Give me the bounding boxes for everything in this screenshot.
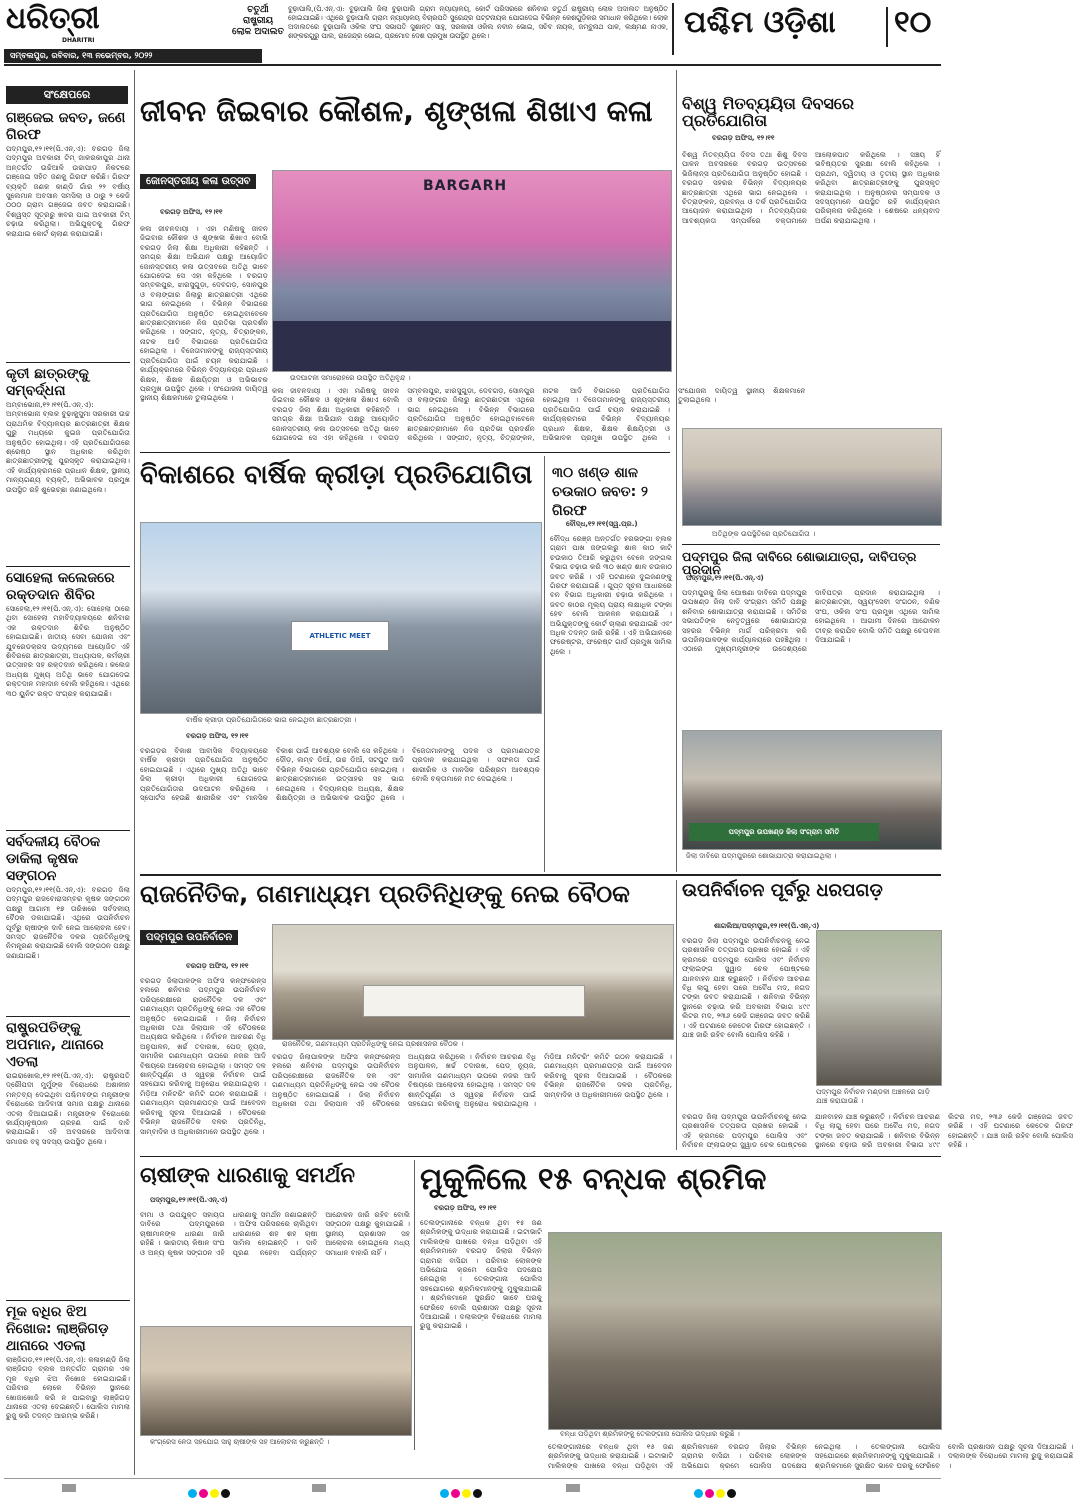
rally-photo-caption: ଜିଲା ଦାବିରେ ପଦ୍ମପୁରରେ ଶୋଭାଯାତ୍ରା କରାଯାଇଥିଲା । <box>686 852 837 860</box>
seizure-body-cont: ବରଗଡ଼ ଜିଲା ପଦ୍ମପୁର ଉପନିର୍ବାଚନକୁ ନେଇ ପ୍ରଶାସନିକ ତତ୍ପରତା ପ୍ରଖର ହୋଇଛି । ଏହି କ୍ରମରେ ପଦ୍ମପୁର ପୋଲିସ ଏବଂ ନିର୍ବାଚନ ଫ୍ଲାଇଙ୍ଗ ସ୍କ୍ୱାଡ ଚେକ ପୋଷ୍ଟରେ ଯାନବାହନ ଯାଞ୍ଚ କରୁଛନ୍ତି । ନିର୍ବାଚନ ଆଚରଣ ବିଧି ଲାଗୁ ହେବା ପରେ ଅବୈଧ ମଦ, ନଗଦ ଟଙ୍କା ଜବତ କରାଯାଇଛି । ଶନିବାର ବିଭିନ୍ନ ସ୍ଥାନରେ ଚଢ଼ାଉ କରି ଅବକାରୀ ବିଭାଗ ୪୯୯ ଲିଟର ମଦ, ୨୩୬ କେଜି ଗଞ୍ଜେଇ ଜବତ କରିଛି । ଏହି ଘଟଣାରେ କେତେକ ଗିରଫ ହୋଇଛନ୍ତି । ଯାଞ୍ଚ ଜାରି ରହିବ ବୋଲି ପୋଲିସ କହିଛି । <box>682 1112 1073 1150</box>
meeting-table <box>363 985 585 1017</box>
brief-sep-5 <box>6 1300 130 1301</box>
art-bottom-rule <box>140 452 670 453</box>
mitavyayita-dateline: ବରଗଡ଼ ଅଫିସ, ୧୨।୧୧ <box>712 134 775 142</box>
masthead <box>4 3 942 61</box>
mitavyayita-headline: ବିଶ୍ୱ ମିତବ୍ୟୟିତା ଦିବସରେ ପ୍ରତିଯୋଗିତା <box>682 94 854 130</box>
logo: ଧରିତ୍ରୀ <box>6 1 100 36</box>
workers-headline: ମୁକୁଳିଲେ ୧୫ ବନ୍ଧକ ଶ୍ରମିକ <box>420 1162 767 1197</box>
farmers-headline: ଚାଷୀଙ୍କ ଧାରଣାକୁ ସମର୍ଥନ <box>140 1163 356 1187</box>
brief-5-title: ଡାକିଲା କୃଷକ ସଙ୍ଗଠନ <box>6 851 79 884</box>
page-number: ୧୦ <box>894 5 932 40</box>
art-photo <box>272 170 672 372</box>
cmyk-dots-3 <box>694 1483 736 1502</box>
black-dot <box>727 1489 736 1498</box>
sports-photo <box>140 522 542 714</box>
yellow-dot <box>462 1489 471 1498</box>
brief-3-title: ସୋହେଲା କଲେଜରେ ରକ୍ତଦାନ ଶିବିର <box>6 570 115 603</box>
brief-4 <box>6 834 130 1031</box>
gray-block-4 <box>866 1484 880 1492</box>
brief-6-title: ରାଷ୍ଟ୍ରପତିଙ୍କୁ ଅପମାନ, ଥାନାରେ ଏତଲା <box>6 1020 104 1070</box>
sports-body: ବରଗଡ଼ର ବିକାଶ ଆବାସିକ ବିଦ୍ୟାଳୟରେ ବାର୍ଷିକ କ୍ରୀଡ଼ା ପ୍ରତିଯୋଗିତା ଅନୁଷ୍ଠିତ ହୋଇଯାଇଛି । ଏଥିରେ ମୁଖ୍ୟ ଅତିଥି ଭାବେ ଜିଲା କ୍ରୀଡ଼ା ଅଧିକାରୀ ଯୋଗଦେଇ ପ୍ରତିଯୋଗିତାର ଉଦଘାଟନ କରିଥିଲେ । ସ୍ପୋର୍ଟସ ହେଉଛି ଶାରୀରିକ ଏବଂ ମାନସିକ ବିକାଶ ପାଇଁ ଆବଶ୍ୟକ ବୋଲି ସେ କହିଥିଲେ । ଦୌଡ଼, ଲମ୍ବ ଡିଆଁ, ଉଚ୍ଚ ଡିଆଁ, ସଟପୁଟ ଆଦି ବିଭିନ୍ନ ବିଭାଗରେ ପ୍ରତିଯୋଗିତା ହୋଇଥିଲା । ଛାତ୍ରଛାତ୍ରୀମାନେ ଉତ୍ସାହର ସହ ଭାଗ ନେଇଥିଲେ । ବିଦ୍ୟାଳୟର ଅଧ୍ୟକ୍ଷ, ଶିକ୍ଷକ ଶିକ୍ଷୟିତ୍ରୀ ଓ ଅଭିଭାବକ ଉପସ୍ଥିତ ଥିଲେ । ବିଜେତାମାନଙ୍କୁ ପଦକ ଓ ପ୍ରମାଣପତ୍ର ପ୍ରଦାନ କରାଯାଇଥିଲା । ସଫଳତା ପାଇଁ ଶାରୀରିକ ଓ ମାନସିକ ପରିଶ୍ରମ ଆବଶ୍ୟକ ବୋଲି ବକ୍ତାମାନେ ମତ ଦେଇଥିଲେ । <box>140 746 540 803</box>
brief-sep-2 <box>6 566 130 567</box>
sports-photo-caption: ବାର୍ଷିକ କ୍ରୀଡ଼ା ପ୍ରତିଯୋଗିତାରେ ଭାଗ ନେଇଥିବା ଛାତ୍ରଛାତ୍ରୀ । <box>186 716 357 724</box>
meeting-dateline: ବରଗଡ଼ ଅଫିସ, ୧୨।୧୧ <box>186 962 249 970</box>
wood-dateline: ବୌଦ୍ଧ,୧୨।୧୧(ସ୍ୱ.ପ୍ର.) <box>566 520 638 528</box>
farmers-photo-caption: କଂଗ୍ରେସ ନେତା ସହଯୋଗ ସାହୁ ଚାଷୀଙ୍କ ସହ ଆଲୋଚନା କରୁଛନ୍ତି । <box>150 1438 330 1446</box>
yellow-dot <box>210 1489 219 1498</box>
lok-adalat-text: ବୁଢ଼ାପାଲି,(ପି.ଏନ୍.ଏ): ବୁଢ଼ାପାଲି ଜିଲା ବୁଢ଼ାପାଲି ଗ୍ରାମ ନ୍ୟାୟାଳୟ, କୋର୍ଟ ପରିସରରେ ଶନିବାର ଚତୁର୍ଥ ରାଷ୍ଟ୍ରୀୟ ଲୋକ ଅଦାଲତ ଅନୁଷ୍ଠିତ ହୋଇଯାଇଛି। ଏଥିରେ ବୁଢ଼ାପାଲି ଗ୍ରାମ ନ୍ୟାୟାଳୟ ବିଚାରପତି ସୁରେନ୍ଦ୍ର ପଟ୍ଟନାୟକ ଯୋଗଦେଇ ବିଭିନ୍ନ କେଶଗୁଡ଼ିକର ସମାଧାନ କରିଥିଲେ। ଲୋକ ଅଦାଲତରେ ବୁଢ଼ାପାଲି ଓକିଲ ସଂଘ ସଭାପତି ସୁଶାନ୍ତ ସାହୁ, ସରକାରୀ ଓକିଲ ନବୀନ ଭୋଇ, ସଚିବ ନାୟକ, ଜମ୍ବୁନାଥ ପାଳ, ଲକ୍ଷ୍ମଣ ନାଏକ, ଶଙ୍କରଗୁରୁ ପାଲ, ରାଜେନ୍ଦ୍ର ଭୋଇ, ପ୍ରମୋଦ ଦେଶ ପ୍ରମୁଖ ଉପସ୍ଥିତ ଥିଲେ। <box>288 5 668 40</box>
brief-2-text: ଅମ୍ବାଭୋନା,୧୨।୧୧(ପି.ଏନ୍.ଏ): ଅମ୍ବାଭୋନା ବ୍ଲକ ବୁଢ଼ାକୁସୁମା ସରକାରୀ ଉଚ୍ଚ ପ୍ରାଥମିକ ବିଦ୍ୟାଳୟର ଛାତ୍ରଛାତ୍ରୀ ଶିକ୍ଷକ ଗୁରୁ ମଧ୍ୟରେ କୁଇଜ ପ୍ରତିଯୋଗିତା ଅନୁଷ୍ଠିତ ହୋଇଥିଲା। ଏହି ପ୍ରତିଯୋଗିତାରେ ଶ୍ରେଷ୍ଠ ସ୍ଥାନ ଅଧିକାର କରିଥିବା ଛାତ୍ରଛାତ୍ରୀଙ୍କୁ ପୁରସ୍କୃତ କରାଯାଇଥିଲା। ଏହି କାର୍ଯ୍ୟକ୍ରମରେ ପ୍ରଧାନ ଶିକ୍ଷକ, ସ୍ଥାନୀୟ ମାନ୍ୟଗଣ୍ୟ ବ୍ୟକ୍ତି, ଅଭିଭାବକ ପ୍ରମୁଖ ଉପସ୍ଥିତ ରହି ଶୁଭେଚ୍ଛା ଜଣାଇଥିଲେ। <box>6 400 130 494</box>
rally-body: ପଦ୍ମପୁରକୁ ଜିଲା ଘୋଷଣା ଦାବିରେ ପଦ୍ମପୁର ଉପଖଣ୍ଡ ଜିଲା ଦାବି ସଂଗ୍ରାମ ସମିତି ପକ୍ଷରୁ ଶନିବାର ଶୋଭାଯାତ୍ରା କରାଯାଇଛି । ସମିତିର ସଭାପତିଙ୍କ ନେତୃତ୍ୱରେ ଶୋଭାଯାତ୍ରା ସହରର ବିଭିନ୍ନ ମାର୍ଗ ପରିକ୍ରମା କରି ଉପଜିଲାପାଳଙ୍କ କାର୍ଯ୍ୟାଳୟରେ ପହଞ୍ଚିଥିଲା । ଏଠାରେ ମୁଖ୍ୟମନ୍ତ୍ରୀଙ୍କ ଉଦ୍ଦେଶ୍ୟରେ ଦାବିପତ୍ର ପ୍ରଦାନ କରାଯାଇଥିଲା । ଛାତ୍ରଛାତ୍ରୀ, ସ୍ୱୟଂସେବୀ ସଂଗଠନ, ବଣିକ ସଂଘ, ଓକିଲ ସଂଘ ପ୍ରମୁଖ ଏଥିରେ ସାମିଲ ହୋଇଥିଲେ । ଆଗାମୀ ଦିନରେ ଆନ୍ଦୋଳନ ତୀବ୍ର କରାଯିବ ବୋଲି ସମିତି ପକ୍ଷରୁ ଚେତାବନୀ ଦିଆଯାଇଛି । <box>682 588 940 654</box>
brief-3-text: ସୋହେଲା,୧୨।୧୧(ପି.ଏନ୍.ଏ): ସୋହେଲା ଠାରେ ଥିବା ସୋହେଲା ମହାବିଦ୍ୟାଳୟରେ ଶନିବାର ଏକ ରକ୍ତଦାନ ଶିବିର ଅନୁଷ୍ଠିତ ହୋଇଯାଇଛି। ଜାତୀୟ ସେବା ଯୋଜନା ଏବଂ ଯୁବରେଡକ୍ରସ ଉଦ୍ୟମରେ ଆୟୋଜିତ ଏହି ଶିବିରରେ ଛାତ୍ରଛାତ୍ରୀ, ଅଧ୍ୟାପକ, କର୍ମଚାରୀ ଉତ୍ସାହର ସହ ରକ୍ତଦାନ କରିଥିଲେ। କଲେଜ ଅଧ୍ୟକ୍ଷ ମୁଖ୍ୟ ଅତିଥି ଭାବେ ଯୋଗଦେଇ ରକ୍ତଦାନ ମହାଦାନ ବୋଲି କହିଥିଲେ। ଏଥିରେ ୩୦ ୟୁନିଟ ରକ୍ତ ସଂଗ୍ରହ କରାଯାଇଛି। <box>6 604 130 698</box>
brief-7-text: ଲାଞ୍ଜିଗଡ଼,୧୨।୧୧(ପି.ଏନ୍.ଏ): କଳାହାଣ୍ଡି ଜିଲା ଲାଞ୍ଜିଗଡ଼ ବ୍ଲକ ଅନ୍ତର୍ଗତ ଗ୍ରାମର ଏକ ମୂକ ବଧିର ଝିଅ ନିଖୋଜ ହୋଇଯାଇଛି। ପରିବାର ଲୋକେ ବିଭିନ୍ନ ସ୍ଥାନରେ ଖୋଜାଖୋଜି କରି ନ ପାଇବାରୁ ଲାଞ୍ଜିଗଡ଼ ଥାନାରେ ଏତଲା ଦେଇଛନ୍ତି। ପୋଲିସ ମାମଲା ରୁଜୁ କରି ତଦନ୍ତ ଆରମ୍ଭ କରିଛି। <box>6 1355 130 1421</box>
mitavyayita-bottom-rule <box>682 544 940 545</box>
brief-6-text: ରାଇରାଖୋଲ,୧୨।୧୧(ପି.ଏନ୍.ଏ): ରାଷ୍ଟ୍ରପତି ଦ୍ରୌପଦୀ ମୁର୍ମୁଙ୍କ ବିରୋଧରେ ଅଶାଳୀନ ମନ୍ତବ୍ୟ ଦେଇଥିବା ପଶ୍ଚିମବଙ୍ଗ ମନ୍ତ୍ରୀଙ୍କ ବିରୋଧରେ ଆଦିବାସୀ ସମାଜ ପକ୍ଷରୁ ଥାନାରେ ଏତଲା ଦିଆଯାଇଛି। ମନ୍ତ୍ରୀଙ୍କ ବିରୋଧରେ କାର୍ଯ୍ୟାନୁଷ୍ଠାନ ଗ୍ରହଣ ପାଇଁ ଦାବି କରାଯାଇଛି। ଏହି ଅବସରରେ ଆଦିବାସୀ ସମାଜର ବହୁ ସଦସ୍ୟ ଉପସ୍ଥିତ ଥିଲେ। <box>6 1071 130 1146</box>
cmyk-dots-1 <box>188 1483 230 1502</box>
gray-block-2 <box>312 1484 326 1492</box>
wood-body: ବୌଦ୍ଧ ରେଞ୍ଜ ଅନ୍ତର୍ଗତ ହରଭଙ୍ଗା ବ୍ଲକ ଗ୍ରାମ ପାଖ ଜଙ୍ଗଲରୁ ଶାଳ କାଠ କାଟି ଚଉକାଠ ତିଆରି କରୁଥିବା ବେଳେ ଜଙ୍ଗଲ ବିଭାଗ ଚଢ଼ାଉ କରି ୩୦ ଖଣ୍ଡ ଶାଳ ଚଉକାଠ ଜବତ କରିଛି । ଏହି ଘଟଣାରେ ଦୁଇଜଣଙ୍କୁ ଗିରଫ କରାଯାଇଛି । ଗୁପ୍ତ ସୂଚନା ଆଧାରରେ ବନ ବିଭାଗ ଅଧିକାରୀ ଚଢ଼ାଉ କରିଥିଲେ । ଜବତ କାଠର ମୂଲ୍ୟ ପ୍ରାୟ ଲକ୍ଷାଧିକ ଟଙ୍କା ହେବ ବୋଲି ଆକଳନ କରାଯାଉଛି । ଅଭିଯୁକ୍ତଙ୍କୁ କୋର୍ଟ ଚାଲାଣ କରାଯାଇଛି ଏବଂ ଅଧିକ ତଦନ୍ତ ଜାରି ରହିଛି । ଏହି ଅଭିଯାନରେ ଫରେଷ୍ଟର, ଫରେଷ୍ଟ ଗାର୍ଡ ପ୍ରମୁଖ ସାମିଲ ଥିଲେ । <box>550 534 672 656</box>
brief-5-text: ପଦ୍ମପୁର,୧୨।୧୧(ପି.ଏନ୍.ଏ): ବରଗଡ଼ ଜିଲା ପଦ୍ମପୁର ରାଜବୋରାସମ୍ବର କୃଷକ ସଙ୍ଗଠନ ପକ୍ଷରୁ ଆଗାମୀ ୧୭ ତାରିଖରେ ସର୍ବଦଳୀୟ ବୈଠକ ଡକାଯାଇଛି। ଏଥିରେ ଉପନିର୍ବାଚନ ପୂର୍ବରୁ ଚାଷୀଙ୍କ ଦାବି ନେଇ ଆଲୋଚନା ହେବ। ସମସ୍ତ ରାଜନୈତିକ ଦଳର ପ୍ରତିନିଧିଙ୍କୁ ନିମନ୍ତ୍ରଣ କରାଯାଇଛି ବୋଲି ସଙ୍ଗଠନ ପକ୍ଷରୁ ଜଣାଯାଇଛି। <box>6 885 130 960</box>
meeting-body: ବରଗଡ଼ ଜିଲାପାଳଙ୍କ ଅଫିସ କନ୍ଫରେନ୍ସ ହଲରେ ଶନିବାର ପଦ୍ମପୁର ଉପନିର୍ବାଚନ ପରିପ୍ରେକ୍ଷୀରେ ରାଜନୈତିକ ଦଳ ଏବଂ ଗଣମାଧ୍ୟମ ପ୍ରତିନିଧିଙ୍କୁ ନେଇ ଏକ ବୈଠକ ଅନୁଷ୍ଠିତ ହୋଇଯାଇଛି । ଜିଲା ନିର୍ବାଚନ ଅଧିକାରୀ ତଥା ଜିଲାପାଳ ଏହି ବୈଠକରେ ଅଧ୍ୟକ୍ଷତା କରିଥିଲେ । ନିର୍ବାଚନ ଆଚରଣ ବିଧି ଅନୁପାଳନ, ଖର୍ଚ୍ଚ ତଦାରଖ, ପେଡ୍ ନ୍ୟୁଜ, ସାମାଜିକ ଗଣମାଧ୍ୟମ ଉପରେ ନଜର ଆଦି ବିଷୟରେ ଆଲୋଚନା ହୋଇଥିଲା । ସମସ୍ତ ଦଳ ଶାନ୍ତିପୂର୍ଣ୍ଣ ଓ ସ୍ୱଚ୍ଛ ନିର୍ବାଚନ ପାଇଁ ସହଯୋଗ କରିବାକୁ ଅନୁରୋଧ କରାଯାଇଥିଲା । ମିଡ଼ିଆ ମନିଟରିଂ କମିଟି ଗଠନ କରାଯାଇଛି । ଗଣମାଧ୍ୟମ ପ୍ରମାଣପତ୍ର ପାଇଁ ଆବେଦନ କରିବାକୁ ସୂଚନା ଦିଆଯାଇଛି । ବୈଠକରେ ବିଭିନ୍ନ ରାଜନୈତିକ ଦଳର ପ୍ରତିନିଧି, ସାମ୍ବାଦିକ ଓ ଅଧିକାରୀମାନେ ଉପସ୍ଥିତ ଥିଲେ । <box>140 976 266 1136</box>
seizure-left-rule <box>676 880 677 1150</box>
sports-dateline: ବରଗଡ଼ ଅଫିସ, ୧୨।୧୧ <box>186 732 249 740</box>
brief-6 <box>6 1020 130 1317</box>
meeting-headline: ରାଜନୈତିକ, ଗଣମାଧ୍ୟମ ପ୍ରତିନିଧିଙ୍କୁ ନେଇ ବୈଠକ <box>140 880 630 908</box>
seizure-photo <box>816 930 942 1086</box>
dateline-bar: ସମ୍ବଲପୁର, ରବିବାର, ୧୩ ନଭେମ୍ବର, ୨୦୨୨ <box>4 49 262 63</box>
art-tag: ଜୋନସ୍ତରୀୟ କଳା ଉତ୍ସବ <box>140 174 256 189</box>
magenta-dot <box>451 1489 460 1498</box>
art-dateline: ବରଗଡ଼ ଅଫିସ, ୧୨।୧୧ <box>160 208 223 216</box>
workers-body: ତେଲଙ୍ଗାନାରେ ବନ୍ଧକ ଥିବା ୧୫ ଜଣ ଶ୍ରମିକଙ୍କୁ ଉଦ୍ଧାର କରାଯାଇଛି । ଇଟାଭାଟି ମାଲିକଙ୍କ ପାଖରେ ବନ୍ଧା ପଡ଼ିଥିବା ଏହି ଶ୍ରମିକମାନେ ବରଗଡ଼ ଜିଲାର ବିଭିନ୍ନ ଗ୍ରାମର ବାସିନ୍ଦା । ପରିବାର ଲୋକଙ୍କ ଅଭିଯୋଗ କ୍ରମେ ପୋଲିସ ପଦକ୍ଷେପ ନେଇଥିଲା । ତେଲଙ୍ଗାନା ପୋଲିସ ସହଯୋଗରେ ଶ୍ରମିକମାନଙ୍କୁ ମୁକୁଳାଯାଇଛି । ଶ୍ରମିକମାନେ ସୁରକ୍ଷିତ ଭାବେ ଘରକୁ ଫେରିବେ ବୋଲି ପ୍ରଶାସନ ପକ୍ଷରୁ ସୂଚନା ଦିଆଯାଇଛି । ଦଲାଲଙ୍କ ବିରୋଧରେ ମାମଲା ରୁଜୁ କରାଯାଇଛି । <box>420 1218 542 1331</box>
cyan-dot <box>694 1489 703 1498</box>
sidebar-header: ସଂକ୍ଷେପରେ <box>6 86 128 104</box>
brief-3 <box>6 570 130 826</box>
farmers-body: ବୀମା ଓ ଉପଯୁକ୍ତ ସହାୟତା ଦାବିରେ ପଦ୍ମପୁରରେ ଚାଷୀମାନଙ୍କ ଧାରଣା ଜାରି ରହିଛି । ଭାରତୀୟ କିଷାନ ସଂଘ ଓ ଅନ୍ୟ କୃଷକ ସଙ୍ଗଠନ ଏହି ଧାରଣାକୁ ସମର୍ଥନ ଜଣାଇଛନ୍ତି । ଅଫିସ ପରିସରରେ ଚାଲିଥିବା ଧାରଣାରେ ଶହ ଶହ ଚାଷୀ ସାମିଲ ହୋଇଛନ୍ତି । ଦାବି ପୂରଣ ନହେବା ପର୍ଯ୍ୟନ୍ତ ଆନ୍ଦୋଳନ ଜାରି ରହିବ ବୋଲି ସଙ୍ଗଠନ ପକ୍ଷରୁ କୁହାଯାଇଛି । ସ୍ଥାନୀୟ ପ୍ରଶାସନ ସହ ଆଲୋଚନା ହୋଇଥିଲେ ମଧ୍ୟ ସମାଧାନ ବାହାରି ନାହିଁ । <box>140 1210 410 1257</box>
cmyk-dots-2 <box>440 1483 482 1502</box>
mitavyayita-photo-caption: ଅତିଥିଙ୍କ ଉପସ୍ଥିତିରେ ପ୍ରତିଯୋଗିତା । <box>712 530 816 538</box>
workers-photo-caption: ବନ୍ଧା ପଡ଼ିଥିବା ଶ୍ରମିକଙ୍କୁ ତେଲଙ୍ଗାନା ପୋଲିସ ଉଦ୍ଧାର କରୁଛି । <box>560 1430 740 1438</box>
gray-block-1 <box>62 1484 76 1492</box>
stage-table <box>273 321 671 371</box>
workers-dateline: ବରଗଡ଼ ଅଫିସ, ୧୨।୧୧ <box>434 1204 497 1212</box>
art-headline: ଜୀବନ ଜିଇବାର କୌଶଳ, ଶୃଙ୍ଖଳା ଶିଖାଏ କଳା <box>140 94 653 128</box>
section-title: ପଶ୍ଚିମ ଓଡ଼ିଶା <box>684 5 836 40</box>
masthead-rule <box>4 64 941 66</box>
art-photo-caption: ଉଦଘାଟନୀ ସମାରୋହରେ ଉପସ୍ଥିତ ଅତିଥିବୃନ୍ଦ । <box>290 374 411 382</box>
footer-rule <box>4 1478 941 1479</box>
mid-rule <box>140 874 941 876</box>
lower-rule <box>140 1156 941 1157</box>
workers-photo <box>548 1232 942 1430</box>
brief-7-title: ମୂକ ବଧିର ଝିଅ ନିଖୋଜ: ଲାଞ୍ଜିଗଡ଼ ଥାନାରେ ଏତଲା <box>6 1304 109 1354</box>
rally-photo <box>682 730 942 850</box>
brief-1 <box>6 110 130 352</box>
mitavyayita-body: ବିଶ୍ୱ ମିତବ୍ୟୟିତା ଦିବସ ତଥା ଶିଶୁ ଦିବସ ପାଳନ ଅବସରରେ ବରଗଡ଼ ଉତ୍ସବରେ ଭିଜିଲାନ୍ସ ପ୍ରତିଯୋଗିତା ଅନୁଷ୍ଠିତ ହୋଇଛି । ବରଗଡ଼ ସହରର ବିଭିନ୍ନ ବିଦ୍ୟାଳୟର ଛାତ୍ରଛାତ୍ରୀ ଏଥିରେ ଭାଗ ନେଇଥିଲେ । ଚିତ୍ରାଙ୍କନ, ପ୍ରବନ୍ଧ ଓ ତର୍କ ପ୍ରତିଯୋଗିତା ଆୟୋଜନ କରାଯାଇଥିଲା । ମିତବ୍ୟୟିତାର ଆବଶ୍ୟକତା ସମ୍ପର୍କରେ ବକ୍ତାମାନେ ଆଲୋକପାତ କରିଥିଲେ । ସଞ୍ଚୟ ହିଁ ଭବିଷ୍ୟତର ସୁରକ୍ଷା ବୋଲି କହିଥିଲେ । ପ୍ରଥମ, ଦ୍ୱିତୀୟ ଓ ତୃତୀୟ ସ୍ଥାନ ଅଧିକାର କରିଥିବା ଛାତ୍ରଛାତ୍ରୀଙ୍କୁ ପୁରସ୍କୃତ କରାଯାଇଥିଲା । ଅନୁଷ୍ଠାନର ସମ୍ପାଦକ ଓ ସଦସ୍ୟମାନେ ଉପସ୍ଥିତ ରହି କାର୍ଯ୍ୟକ୍ରମ ପରିଚାଳନା କରିଥିଲେ । ଶେଷରେ ଧନ୍ୟବାଦ ଅର୍ପଣ କରାଯାଇଥିଲା । <box>682 150 940 225</box>
lok-adalat-title: ଚତୁର୍ଥୀ ରାଷ୍ଟ୍ରୀୟ ଲୋକ ଅଦାଲତ <box>232 5 284 37</box>
farmers-photo <box>140 1326 412 1436</box>
rally-dateline: ପଦ୍ମପୁର,୧୨।୧୧(ପି.ଏନ୍.ଏ) <box>686 574 764 582</box>
brief-sep-4 <box>6 1016 130 1017</box>
brief-sep-3 <box>6 830 130 831</box>
meeting-tag: ପଦ୍ମପୁର ଉପନିର୍ବାଚନ <box>140 930 238 945</box>
seizure-photo-caption: ପଦ୍ମପୁର ନିର୍ବାଚନ ମଣ୍ଡଳୀ ଅଞ୍ଚଳରେ ଗାଡ଼ି ଯାଞ୍ଚ କରାଯାଉଛି । <box>816 1088 930 1105</box>
brief-sep-1 <box>6 362 130 363</box>
workers-left-rule <box>414 1160 415 1450</box>
yellow-dot <box>716 1489 725 1498</box>
brief-1-title: ଗଞ୍ଜେଇ ଜବତ, ଜଣେ ଗିରଫ <box>6 110 126 143</box>
logo-sub: DHARITRI <box>62 37 95 44</box>
rally-headline: ପଦ୍ମପୁର ଜିଲା ଦାବିରେ ଶୋଭାଯାତ୍ରା, ଦାବିପତ୍ର ପ୍ରଦାନ <box>682 549 917 578</box>
cyan-dot <box>188 1489 197 1498</box>
art-body: କଳା ଜୀବନଦାୟୀ । ଏହା ମଣିଷକୁ ଜୀବନ ଜିଇବାର କୌଶଳ ଓ ଶୃଙ୍ଖଳା ଶିଖାଏ ବୋଲି ବରଗଡ଼ ଜିଲା ଶିକ୍ଷା ଅଧିକାରୀ କହିଛନ୍ତି । ସମଗ୍ର ଶିକ୍ଷା ଅଭିଯାନ ପକ୍ଷରୁ ଆୟୋଜିତ ଜୋନସ୍ତରୀୟ କଳା ଉତ୍ସବରେ ଅତିଥି ଭାବେ ଯୋଗଦେଇ ସେ ଏହା କହିଥିଲେ । ବରଗଡ଼ ସମ୍ବଲପୁର, ଝାରସୁଗୁଡ଼ା, ଦେବଗଡ଼, ସୋନପୁର ଓ ବଲାଙ୍ଗୀର ଜିଲାରୁ ଛାତ୍ରଛାତ୍ରୀ ଏଥିରେ ଭାଗ ନେଇଥିଲେ । ବିଭିନ୍ନ ବିଭାଗରେ ପ୍ରତିଯୋଗିତା ଅନୁଷ୍ଠିତ ହୋଇଥିବାବେଳେ ଛାତ୍ରଛାତ୍ରୀମାନେ ନିଜ ପ୍ରତିଭା ପ୍ରଦର୍ଶନ କରିଥିଲେ । ସଙ୍ଗୀତ, ନୃତ୍ୟ, ଚିତ୍ରାଙ୍କନ, ନାଟକ ଆଦି ବିଭାଗରେ ପ୍ରତିଯୋଗିତା ହୋଇଥିଲା । ବିଜେତାମାନଙ୍କୁ ରାଜ୍ୟସ୍ତରୀୟ ପ୍ରତିଯୋଗିତା ପାଇଁ ଚୟନ କରାଯାଇଛି । କାର୍ଯ୍ୟକ୍ରମରେ ବିଭିନ୍ନ ବିଦ୍ୟାଳୟର ପ୍ରଧାନ ଶିକ୍ଷକ, ଶିକ୍ଷକ ଶିକ୍ଷୟିତ୍ରୀ ଓ ଅଭିଭାବକ ପ୍ରମୁଖ ଉପସ୍ଥିତ ଥିଲେ । ସଂଯୋଜନା ଦାୟିତ୍ୱ ସ୍ଥାନୀୟ ଶିକ୍ଷକମାନେ ତୁଲାଇଥିଲେ । <box>140 224 268 403</box>
right-col-rule <box>676 70 677 872</box>
brief-2-title: କୃତୀ ଛାତ୍ରଙ୍କୁ ସମ୍ବର୍ଦ୍ଧନା <box>6 366 89 399</box>
seizure-dateline: ଶାଗଲିଆ/ପଦ୍ମପୁର,୧୨।୧୧(ପି.ଏନ୍.ଏ) <box>714 922 820 930</box>
seizure-body: ବରଗଡ଼ ଜିଲା ପଦ୍ମପୁର ଉପନିର୍ବାଚନକୁ ନେଇ ପ୍ରଶାସନିକ ତତ୍ପରତା ପ୍ରଖର ହୋଇଛି । ଏହି କ୍ରମରେ ପଦ୍ମପୁର ପୋଲିସ ଏବଂ ନିର୍ବାଚନ ଫ୍ଲାଇଙ୍ଗ ସ୍କ୍ୱାଡ ଚେକ ପୋଷ୍ଟରେ ଯାନବାହନ ଯାଞ୍ଚ କରୁଛନ୍ତି । ନିର୍ବାଚନ ଆଚରଣ ବିଧି ଲାଗୁ ହେବା ପରେ ଅବୈଧ ମଦ, ନଗଦ ଟଙ୍କା ଜବତ କରାଯାଇଛି । ଶନିବାର ବିଭିନ୍ନ ସ୍ଥାନରେ ଚଢ଼ାଉ କରି ଅବକାରୀ ବିଭାଗ ୪୯୯ ଲିଟର ମଦ, ୨୩୬ କେଜି ଗଞ୍ଜେଇ ଜବତ କରିଛି । ଏହି ଘଟଣାରେ କେତେକ ଗିରଫ ହୋଇଛନ୍ତି । ଯାଞ୍ଚ ଜାରି ରହିବ ବୋଲି ପୋଲିସ କହିଛି । <box>682 936 810 1040</box>
print-marks <box>0 1482 945 1494</box>
page-number-divider <box>886 7 888 47</box>
gray-block-3 <box>566 1484 580 1492</box>
brief-2 <box>6 366 130 570</box>
art-body-cont: କଳା ଜୀବନଦାୟୀ । ଏହା ମଣିଷକୁ ଜୀବନ ଜିଇବାର କୌଶଳ ଓ ଶୃଙ୍ଖଳା ଶିଖାଏ ବୋଲି ବରଗଡ଼ ଜିଲା ଶିକ୍ଷା ଅଧିକାରୀ କହିଛନ୍ତି । ସମଗ୍ର ଶିକ୍ଷା ଅଭିଯାନ ପକ୍ଷରୁ ଆୟୋଜିତ ଜୋନସ୍ତରୀୟ କଳା ଉତ୍ସବରେ ଅତିଥି ଭାବେ ଯୋଗଦେଇ ସେ ଏହା କହିଥିଲେ । ବରଗଡ଼ ସମ୍ବଲପୁର, ଝାରସୁଗୁଡ଼ା, ଦେବଗଡ଼, ସୋନପୁର ଓ ବଲାଙ୍ଗୀର ଜିଲାରୁ ଛାତ୍ରଛାତ୍ରୀ ଏଥିରେ ଭାଗ ନେଇଥିଲେ । ବିଭିନ୍ନ ବିଭାଗରେ ପ୍ରତିଯୋଗିତା ଅନୁଷ୍ଠିତ ହୋଇଥିବାବେଳେ ଛାତ୍ରଛାତ୍ରୀମାନେ ନିଜ ପ୍ରତିଭା ପ୍ରଦର୍ଶନ କରିଥିଲେ । ସଙ୍ଗୀତ, ନୃତ୍ୟ, ଚିତ୍ରାଙ୍କନ, ନାଟକ ଆଦି ବିଭାଗରେ ପ୍ରତିଯୋଗିତା ହୋଇଥିଲା । ବିଜେତାମାନଙ୍କୁ ରାଜ୍ୟସ୍ତରୀୟ ପ୍ରତିଯୋଗିତା ପାଇଁ ଚୟନ କରାଯାଇଛି । କାର୍ଯ୍ୟକ୍ରମରେ ବିଭିନ୍ନ ବିଦ୍ୟାଳୟର ପ୍ରଧାନ ଶିକ୍ଷକ, ଶିକ୍ଷକ ଶିକ୍ଷୟିତ୍ରୀ ଓ ଅଭିଭାବକ ପ୍ରମୁଖ ଉପସ୍ଥିତ ଥିଲେ । ସଂଯୋଜନା ଦାୟିତ୍ୱ ସ୍ଥାନୀୟ ଶିକ୍ଷକମାନେ ତୁଲାଇଥିଲେ । <box>272 386 806 443</box>
wood-left-rule <box>544 456 545 872</box>
sidebar-divider <box>134 70 135 1475</box>
mitavyayita-photo <box>682 428 942 526</box>
wood-headline: ୩୦ ଖଣ୍ଡ ଶାଳ ଚଉକାଠ ଜବତ: ୨ ଗିରଫ <box>552 465 649 519</box>
rally-banner: ପଦ୍ମପୁର ଉପଖଣ୍ଡ ଜିଲା ସଂଗ୍ରାମ ସମିତି <box>689 823 879 841</box>
cyan-dot <box>440 1489 449 1498</box>
meeting-photo-caption: ରାଜନୈତିକ, ଗଣମାଧ୍ୟମ ପ୍ରତିନିଧିଙ୍କୁ ନେଇ ପ୍ରଶାସନର ବୈଠକ । <box>282 1040 464 1048</box>
sports-banner: ATHLETIC MEET <box>291 621 389 651</box>
meeting-photo <box>272 924 674 1040</box>
seizure-headline: ଉପନିର୍ବାଚନ ପୂର୍ବରୁ ଧରପଗଡ଼ <box>682 880 883 901</box>
magenta-dot <box>705 1489 714 1498</box>
sports-headline: ବିକାଶରେ ବାର୍ଷିକ କ୍ରୀଡ଼ା ପ୍ରତିଯୋଗିତା <box>140 460 533 490</box>
brief-7 <box>6 1304 130 1485</box>
workers-body-cont: ତେଲଙ୍ଗାନାରେ ବନ୍ଧକ ଥିବା ୧୫ ଜଣ ଶ୍ରମିକଙ୍କୁ ଉଦ୍ଧାର କରାଯାଇଛି । ଇଟାଭାଟି ମାଲିକଙ୍କ ପାଖରେ ବନ୍ଧା ପଡ଼ିଥିବା ଏହି ଶ୍ରମିକମାନେ ବରଗଡ଼ ଜିଲାର ବିଭିନ୍ନ ଗ୍ରାମର ବାସିନ୍ଦା । ପରିବାର ଲୋକଙ୍କ ଅଭିଯୋଗ କ୍ରମେ ପୋଲିସ ପଦକ୍ଷେପ ନେଇଥିଲା । ତେଲଙ୍ଗାନା ପୋଲିସ ସହଯୋଗରେ ଶ୍ରମିକମାନଙ୍କୁ ମୁକୁଳାଯାଇଛି । ଶ୍ରମିକମାନେ ସୁରକ୍ଷିତ ଭାବେ ଘରକୁ ଫେରିବେ ବୋଲି ପ୍ରଶାସନ ପକ୍ଷରୁ ସୂଚନା ଦିଆଯାଇଛି । ଦଲାଲଙ୍କ ବିରୋଧରେ ମାମଲା ରୁଜୁ କରାଯାଇଛି । <box>548 1442 1073 1470</box>
masthead-divider <box>672 3 674 55</box>
magenta-dot <box>199 1489 208 1498</box>
brief-4-title: ସର୍ବଦଳୀୟ ବୈଠକ <box>6 834 101 850</box>
meeting-body-cont: ବରଗଡ଼ ଜିଲାପାଳଙ୍କ ଅଫିସ କନ୍ଫରେନ୍ସ ହଲରେ ଶନିବାର ପଦ୍ମପୁର ଉପନିର୍ବାଚନ ପରିପ୍ରେକ୍ଷୀରେ ରାଜନୈତିକ ଦଳ ଏବଂ ଗଣମାଧ୍ୟମ ପ୍ରତିନିଧିଙ୍କୁ ନେଇ ଏକ ବୈଠକ ଅନୁଷ୍ଠିତ ହୋଇଯାଇଛି । ଜିଲା ନିର୍ବାଚନ ଅଧିକାରୀ ତଥା ଜିଲାପାଳ ଏହି ବୈଠକରେ ଅଧ୍ୟକ୍ଷତା କରିଥିଲେ । ନିର୍ବାଚନ ଆଚରଣ ବିଧି ଅନୁପାଳନ, ଖର୍ଚ୍ଚ ତଦାରଖ, ପେଡ୍ ନ୍ୟୁଜ, ସାମାଜିକ ଗଣମାଧ୍ୟମ ଉପରେ ନଜର ଆଦି ବିଷୟରେ ଆଲୋଚନା ହୋଇଥିଲା । ସମସ୍ତ ଦଳ ଶାନ୍ତିପୂର୍ଣ୍ଣ ଓ ସ୍ୱଚ୍ଛ ନିର୍ବାଚନ ପାଇଁ ସହଯୋଗ କରିବାକୁ ଅନୁରୋଧ କରାଯାଇଥିଲା । ମିଡ଼ିଆ ମନିଟରିଂ କମିଟି ଗଠନ କରାଯାଇଛି । ଗଣମାଧ୍ୟମ ପ୍ରମାଣପତ୍ର ପାଇଁ ଆବେଦନ କରିବାକୁ ସୂଚନା ଦିଆଯାଇଛି । ବୈଠକରେ ବିଭିନ୍ନ ରାଜନୈତିକ ଦଳର ପ୍ରତିନିଧି, ସାମ୍ବାଦିକ ଓ ଅଧିକାରୀମାନେ ଉପସ୍ଥିତ ଥିଲେ । <box>272 1052 672 1109</box>
black-dot <box>221 1489 230 1498</box>
farmers-dateline: ପଦ୍ମପୁର,୧୨।୧୧(ପି.ଏନ୍.ଏ) <box>150 1196 228 1204</box>
art-photo-banner: BARGARH <box>423 178 508 194</box>
brief-1-text: ପଦ୍ମପୁର,୧୨।୧୧(ପି.ଏନ୍.ଏ): ବରଗଡ଼ ଜିଲା ପଦ୍ମପୁର ଅବକାରୀ ଟିମ୍ ଜାକରକାପୁର ଥାନା ଅନ୍ତର୍ଗତ ଉଚ୍ଚିଆଳି ଉଚ୍ଚାପାଡ଼ ନିକଟରେ ଗଞ୍ଜେଇ ସହିତ ଜଣକୁ ଗିରଫ କରିଛି। ଗିରଫ ବ୍ୟକ୍ତି ଜଣକ କାଣ୍ଡି ଗାଁର ୨୨ ବର୍ଷୀୟ ସୁଲେମାନ ଅବସାନ ସମସିଲା ଓ ଠାରୁ ୨ କେଜି ୦୦୦ ଗ୍ରାମ ଗଞ୍ଜେଇ ଜବତ କରାଯାଇଛି। ବିଶ୍ୱସ୍ତ ସୂତ୍ରରୁ ଖବର ପାଇ ଅବକାରୀ ଟିମ୍ ଚଢ଼ାଉ କରିଥିଲା। ଅଭିଯୁକ୍ତକୁ ଗିରଫ କରାଯାଇ କୋର୍ଟ ଚାଲାଣ କରାଯାଇଛି। <box>6 144 130 238</box>
black-dot <box>473 1489 482 1498</box>
